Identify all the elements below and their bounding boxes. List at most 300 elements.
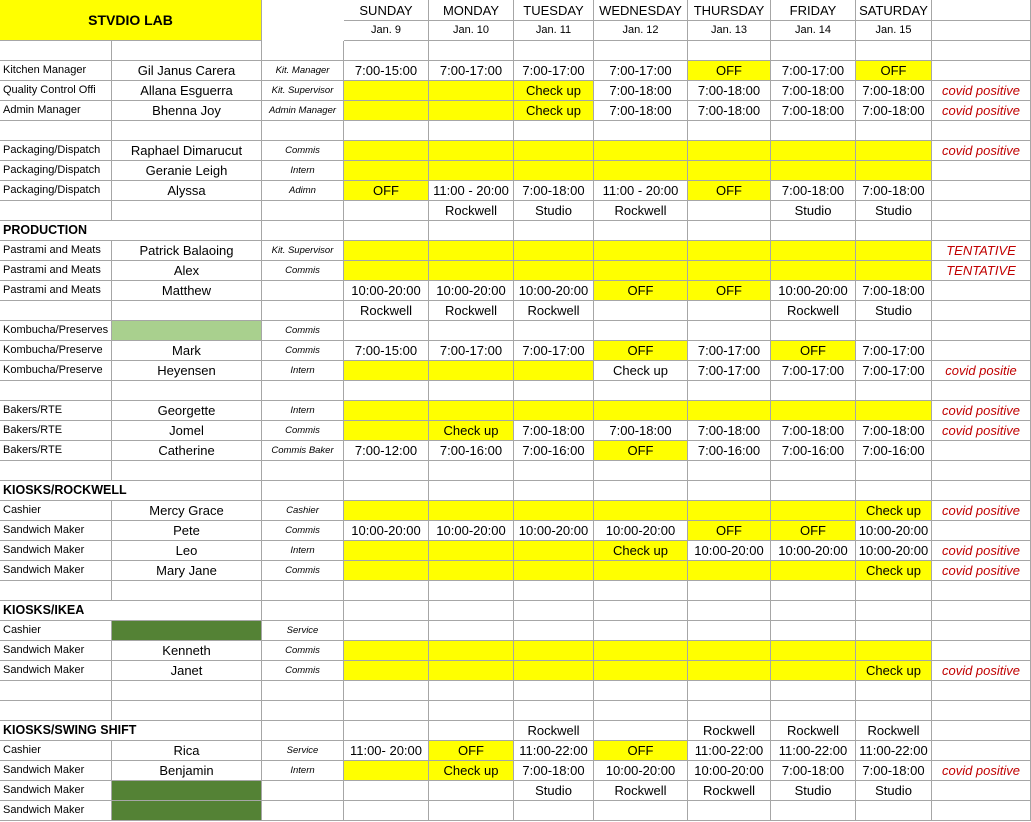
blank-cell[interactable] [112,381,262,401]
note-cell[interactable] [932,741,1031,761]
shift-cell-friday[interactable]: OFF [771,341,856,361]
date-header-6[interactable]: Jan. 15 [856,21,932,41]
shift-cell-saturday[interactable]: 7:00-17:00 [856,341,932,361]
note-cell[interactable] [932,621,1031,641]
blank-cell[interactable] [932,381,1031,401]
shift-cell-sunday[interactable] [344,761,429,781]
blank-cell[interactable] [514,41,594,61]
shift-cell-friday[interactable] [771,321,856,341]
blank-cell[interactable] [688,601,771,621]
blank-cell[interactable] [112,701,262,721]
blank-cell[interactable] [344,481,429,501]
name-cell[interactable]: Gil Janus Carera [112,61,262,81]
shift-cell-sunday[interactable]: 10:00-20:00 [344,281,429,301]
blank-cell[interactable] [771,681,856,701]
section-title[interactable]: PRODUCTION [0,221,262,241]
note-cell[interactable]: covid positive [932,421,1031,441]
role-cell[interactable]: Sandwich Maker [0,521,112,541]
section-title[interactable]: KIOSKS/ROCKWELL [0,481,262,501]
shift-cell-monday[interactable] [429,501,514,521]
note-cell[interactable]: covid positive [932,761,1031,781]
note-cell[interactable]: covid positive [932,101,1031,121]
blank-cell[interactable] [932,41,1031,61]
blank-cell[interactable] [112,301,262,321]
shift-cell-monday[interactable] [429,361,514,381]
shift-cell-friday[interactable]: 10:00-20:00 [771,281,856,301]
shift-cell-tuesday[interactable] [514,501,594,521]
name-cell[interactable]: Pete [112,521,262,541]
shift-cell-saturday[interactable]: 7:00-18:00 [856,421,932,441]
blank-cell[interactable] [688,701,771,721]
position-cell[interactable] [262,781,344,801]
blank-cell[interactable] [429,221,514,241]
name-cell[interactable]: Bhenna Joy [112,101,262,121]
blank-cell[interactable] [344,681,429,701]
blank-cell[interactable] [932,481,1031,501]
note-cell[interactable] [932,281,1031,301]
location-cell[interactable]: Studio [856,201,932,221]
blank-cell[interactable] [856,581,932,601]
shift-cell-tuesday[interactable]: Check up [514,101,594,121]
shift-cell-friday[interactable] [771,661,856,681]
shift-cell-tuesday[interactable] [514,161,594,181]
name-cell[interactable]: Matthew [112,281,262,301]
blank-cell[interactable] [112,461,262,481]
blank-cell[interactable] [0,681,112,701]
blank-cell[interactable] [932,301,1031,321]
name-cell[interactable] [112,621,262,641]
shift-cell-thursday[interactable] [688,501,771,521]
blank-cell[interactable] [429,601,514,621]
position-cell[interactable]: Service [262,741,344,761]
date-header-1[interactable]: Jan. 10 [429,21,514,41]
role-cell[interactable]: Packaging/Dispatch [0,181,112,201]
shift-cell-wednesday[interactable]: 7:00-18:00 [594,101,688,121]
shift-cell-monday[interactable]: 7:00-17:00 [429,341,514,361]
name-cell[interactable]: Leo [112,541,262,561]
blank-cell[interactable] [429,701,514,721]
shift-cell-sunday[interactable] [344,81,429,101]
blank-cell[interactable] [112,41,262,61]
shift-cell-saturday[interactable]: 7:00-18:00 [856,81,932,101]
shift-cell-monday[interactable]: Check up [429,421,514,441]
blank-cell[interactable] [0,701,112,721]
blank-cell[interactable] [262,121,344,141]
header-blank-cell[interactable] [932,21,1031,41]
blank-cell[interactable] [771,221,856,241]
blank-cell[interactable] [514,221,594,241]
day-header-1[interactable]: MONDAY [429,0,514,21]
shift-cell-monday[interactable]: OFF [429,741,514,761]
shift-cell-sunday[interactable]: 7:00-12:00 [344,441,429,461]
position-cell[interactable]: Commis [262,141,344,161]
shift-cell-thursday[interactable]: OFF [688,61,771,81]
name-cell[interactable]: Geranie Leigh [112,161,262,181]
shift-cell-tuesday[interactable] [514,241,594,261]
blank-cell[interactable] [932,601,1031,621]
blank-cell[interactable] [262,221,344,241]
position-cell[interactable]: Intern [262,401,344,421]
note-cell[interactable]: TENTATIVE [932,261,1031,281]
role-cell[interactable]: Bakers/RTE [0,421,112,441]
shift-cell-wednesday[interactable]: Check up [594,541,688,561]
blank-cell[interactable] [771,701,856,721]
shift-cell-friday[interactable]: 7:00-18:00 [771,761,856,781]
shift-cell-sunday[interactable] [344,421,429,441]
shift-cell-thursday[interactable]: Rockwell [688,781,771,801]
position-cell[interactable]: Cashier [262,501,344,521]
shift-cell-saturday[interactable]: Check up [856,501,932,521]
position-cell[interactable]: Kit. Supervisor [262,241,344,261]
blank-cell[interactable] [514,581,594,601]
position-cell[interactable]: Intern [262,361,344,381]
location-cell[interactable]: Studio [771,201,856,221]
shift-cell-tuesday[interactable]: 7:00-17:00 [514,61,594,81]
role-cell[interactable]: Sandwich Maker [0,801,112,821]
shift-cell-tuesday[interactable]: 7:00-18:00 [514,181,594,201]
blank-cell[interactable] [688,381,771,401]
blank-cell[interactable] [344,41,429,61]
shift-cell-thursday[interactable]: 7:00-17:00 [688,341,771,361]
blank-cell[interactable] [112,581,262,601]
shift-cell-tuesday[interactable] [514,541,594,561]
blank-cell[interactable] [429,41,514,61]
shift-cell-saturday[interactable]: Check up [856,561,932,581]
shift-cell-wednesday[interactable]: 7:00-18:00 [594,421,688,441]
date-header-3[interactable]: Jan. 12 [594,21,688,41]
role-cell[interactable]: Kombucha/Preserve [0,341,112,361]
shift-cell-sunday[interactable]: 7:00-15:00 [344,341,429,361]
location-cell[interactable]: Rockwell [856,721,932,741]
blank-cell[interactable] [771,121,856,141]
location-cell[interactable]: Rockwell [514,721,594,741]
shift-cell-thursday[interactable] [688,161,771,181]
shift-cell-friday[interactable]: 7:00-18:00 [771,421,856,441]
blank-cell[interactable] [594,221,688,241]
shift-cell-monday[interactable] [429,161,514,181]
role-cell[interactable]: Pastrami and Meats [0,241,112,261]
shift-cell-thursday[interactable]: OFF [688,281,771,301]
shift-cell-saturday[interactable]: 11:00-22:00 [856,741,932,761]
blank-cell[interactable] [0,581,112,601]
shift-cell-saturday[interactable] [856,321,932,341]
note-cell[interactable]: covid positive [932,561,1031,581]
blank-cell[interactable] [594,581,688,601]
blank-cell[interactable] [594,121,688,141]
shift-cell-tuesday[interactable] [514,661,594,681]
blank-cell[interactable] [429,461,514,481]
shift-cell-sunday[interactable] [344,621,429,641]
position-cell[interactable]: Commis Baker [262,441,344,461]
shift-cell-saturday[interactable] [856,161,932,181]
shift-cell-friday[interactable] [771,801,856,821]
position-cell[interactable] [262,281,344,301]
location-cell[interactable]: Rockwell [514,301,594,321]
shift-cell-thursday[interactable] [688,641,771,661]
shift-cell-tuesday[interactable] [514,401,594,421]
shift-cell-monday[interactable]: 11:00 - 20:00 [429,181,514,201]
name-cell[interactable]: Mark [112,341,262,361]
position-cell[interactable] [262,801,344,821]
shift-cell-monday[interactable] [429,101,514,121]
blank-cell[interactable] [262,301,344,321]
blank-cell[interactable] [429,381,514,401]
blank-cell[interactable] [514,481,594,501]
shift-cell-thursday[interactable] [688,261,771,281]
blank-cell[interactable] [594,461,688,481]
role-cell[interactable]: Sandwich Maker [0,561,112,581]
note-cell[interactable] [932,441,1031,461]
shift-cell-wednesday[interactable]: 7:00-17:00 [594,61,688,81]
blank-cell[interactable] [856,601,932,621]
blank-cell[interactable] [344,461,429,481]
position-cell[interactable]: Commis [262,561,344,581]
shift-cell-wednesday[interactable]: Check up [594,361,688,381]
blank-cell[interactable] [688,681,771,701]
shift-cell-saturday[interactable]: 7:00-18:00 [856,281,932,301]
shift-cell-saturday[interactable] [856,801,932,821]
role-cell[interactable]: Cashier [0,621,112,641]
shift-cell-monday[interactable] [429,321,514,341]
shift-cell-thursday[interactable] [688,401,771,421]
blank-cell[interactable] [688,461,771,481]
position-cell[interactable]: Commis [262,641,344,661]
shift-cell-monday[interactable]: 7:00-17:00 [429,61,514,81]
name-cell[interactable]: Heyensen [112,361,262,381]
position-cell[interactable]: Commis [262,261,344,281]
location-cell[interactable]: Rockwell [594,201,688,221]
blank-cell[interactable] [429,581,514,601]
location-cell[interactable]: Rockwell [771,721,856,741]
position-cell[interactable]: Commis [262,521,344,541]
shift-cell-monday[interactable]: 10:00-20:00 [429,281,514,301]
shift-cell-thursday[interactable] [688,661,771,681]
blank-cell[interactable] [932,681,1031,701]
blank-cell[interactable] [932,721,1031,741]
location-cell[interactable]: Studio [856,301,932,321]
shift-cell-thursday[interactable]: 10:00-20:00 [688,761,771,781]
shift-cell-monday[interactable] [429,401,514,421]
shift-cell-wednesday[interactable] [594,141,688,161]
blank-cell[interactable] [112,201,262,221]
blank-cell[interactable] [262,681,344,701]
shift-cell-friday[interactable]: OFF [771,521,856,541]
shift-cell-tuesday[interactable] [514,261,594,281]
note-cell[interactable] [932,781,1031,801]
name-cell[interactable] [112,781,262,801]
shift-cell-friday[interactable]: 11:00-22:00 [771,741,856,761]
blank-cell[interactable] [856,41,932,61]
location-cell[interactable]: Rockwell [771,301,856,321]
note-cell[interactable]: covid positive [932,501,1031,521]
shift-cell-saturday[interactable]: 7:00-18:00 [856,181,932,201]
shift-cell-sunday[interactable] [344,401,429,421]
shift-cell-wednesday[interactable]: OFF [594,341,688,361]
name-cell[interactable]: Catherine [112,441,262,461]
role-cell[interactable]: Packaging/Dispatch [0,161,112,181]
role-cell[interactable]: Cashier [0,501,112,521]
note-cell[interactable]: TENTATIVE [932,241,1031,261]
note-cell[interactable] [932,801,1031,821]
blank-cell[interactable] [688,481,771,501]
blank-cell[interactable] [0,301,112,321]
blank-cell[interactable] [0,41,112,61]
blank-cell[interactable] [594,41,688,61]
position-cell[interactable]: Service [262,621,344,641]
note-cell[interactable]: covid positive [932,141,1031,161]
name-cell[interactable]: Patrick Balaoing [112,241,262,261]
blank-cell[interactable] [856,221,932,241]
shift-cell-friday[interactable] [771,241,856,261]
blank-cell[interactable] [594,301,688,321]
shift-cell-thursday[interactable]: OFF [688,181,771,201]
shift-cell-saturday[interactable] [856,261,932,281]
position-cell[interactable]: Commis [262,321,344,341]
note-cell[interactable]: covid positie [932,361,1031,381]
location-cell[interactable]: Rockwell [429,301,514,321]
shift-cell-saturday[interactable] [856,641,932,661]
blank-cell[interactable] [688,41,771,61]
position-cell[interactable]: Intern [262,161,344,181]
shift-cell-thursday[interactable] [688,321,771,341]
blank-cell[interactable] [344,201,429,221]
shift-cell-tuesday[interactable] [514,801,594,821]
day-header-2[interactable]: TUESDAY [514,0,594,21]
shift-cell-sunday[interactable] [344,241,429,261]
shift-cell-thursday[interactable] [688,801,771,821]
name-cell[interactable]: Mary Jane [112,561,262,581]
blank-cell[interactable] [514,121,594,141]
name-cell[interactable]: Kenneth [112,641,262,661]
shift-cell-sunday[interactable]: 10:00-20:00 [344,521,429,541]
blank-cell[interactable] [856,381,932,401]
blank-cell[interactable] [688,301,771,321]
blank-cell[interactable] [344,381,429,401]
blank-cell[interactable] [344,701,429,721]
blank-cell[interactable] [262,721,344,741]
blank-cell[interactable] [344,721,429,741]
shift-cell-friday[interactable] [771,401,856,421]
blank-cell[interactable] [112,681,262,701]
shift-cell-thursday[interactable]: 10:00-20:00 [688,541,771,561]
shift-cell-friday[interactable] [771,621,856,641]
shift-cell-thursday[interactable]: 7:00-16:00 [688,441,771,461]
shift-cell-wednesday[interactable]: 11:00 - 20:00 [594,181,688,201]
role-cell[interactable]: Packaging/Dispatch [0,141,112,161]
section-title[interactable]: KIOSKS/IKEA [0,601,262,621]
role-cell[interactable]: Sandwich Maker [0,661,112,681]
location-cell[interactable]: Rockwell [688,721,771,741]
name-cell[interactable]: Georgette [112,401,262,421]
shift-cell-thursday[interactable] [688,621,771,641]
blank-cell[interactable] [932,201,1031,221]
shift-cell-saturday[interactable]: 7:00-17:00 [856,361,932,381]
name-cell[interactable]: Mercy Grace [112,501,262,521]
location-cell[interactable]: Rockwell [429,201,514,221]
shift-cell-sunday[interactable] [344,661,429,681]
shift-cell-thursday[interactable]: OFF [688,521,771,541]
shift-cell-friday[interactable] [771,141,856,161]
note-cell[interactable] [932,161,1031,181]
day-header-5[interactable]: FRIDAY [771,0,856,21]
shift-cell-monday[interactable] [429,661,514,681]
position-cell[interactable]: Admin Manager [262,101,344,121]
shift-cell-wednesday[interactable] [594,321,688,341]
blank-cell[interactable] [344,221,429,241]
shift-cell-wednesday[interactable] [594,261,688,281]
position-cell[interactable]: Adimn [262,181,344,201]
shift-cell-tuesday[interactable]: 7:00-17:00 [514,341,594,361]
shift-cell-monday[interactable] [429,261,514,281]
shift-cell-friday[interactable]: 7:00-18:00 [771,101,856,121]
blank-cell[interactable] [344,121,429,141]
shift-cell-saturday[interactable]: Studio [856,781,932,801]
note-cell[interactable] [932,641,1031,661]
shift-cell-wednesday[interactable]: OFF [594,281,688,301]
shift-cell-monday[interactable]: 10:00-20:00 [429,521,514,541]
blank-cell[interactable] [344,601,429,621]
shift-cell-wednesday[interactable] [594,801,688,821]
blank-cell[interactable] [262,581,344,601]
blank-cell[interactable] [932,701,1031,721]
shift-cell-sunday[interactable] [344,261,429,281]
role-cell[interactable]: Kitchen Manager [0,61,112,81]
role-cell[interactable]: Sandwich Maker [0,641,112,661]
blank-cell[interactable] [688,221,771,241]
day-header-4[interactable]: THURSDAY [688,0,771,21]
shift-cell-monday[interactable]: 7:00-16:00 [429,441,514,461]
blank-cell[interactable] [0,201,112,221]
shift-cell-tuesday[interactable] [514,561,594,581]
blank-cell[interactable] [262,381,344,401]
shift-cell-wednesday[interactable] [594,561,688,581]
shift-cell-monday[interactable] [429,801,514,821]
shift-cell-friday[interactable]: 7:00-18:00 [771,181,856,201]
note-cell[interactable]: covid positive [932,541,1031,561]
shift-cell-monday[interactable] [429,541,514,561]
shift-cell-sunday[interactable] [344,801,429,821]
blank-cell[interactable] [594,681,688,701]
note-cell[interactable]: covid positive [932,81,1031,101]
blank-cell[interactable] [932,461,1031,481]
shift-cell-thursday[interactable]: 7:00-17:00 [688,361,771,381]
shift-cell-sunday[interactable] [344,321,429,341]
blank-cell[interactable] [262,701,344,721]
blank-cell[interactable] [771,41,856,61]
shift-cell-tuesday[interactable] [514,361,594,381]
blank-cell[interactable] [771,601,856,621]
blank-cell[interactable] [514,701,594,721]
shift-cell-wednesday[interactable] [594,241,688,261]
day-header-6[interactable]: SATURDAY [856,0,932,21]
blank-cell[interactable] [514,601,594,621]
day-header-0[interactable]: SUNDAY [344,0,429,21]
blank-cell[interactable] [932,221,1031,241]
role-cell[interactable]: Kombucha/Preserves [0,321,112,341]
blank-cell[interactable] [344,581,429,601]
shift-cell-sunday[interactable] [344,781,429,801]
note-cell[interactable] [932,61,1031,81]
shift-cell-wednesday[interactable]: OFF [594,441,688,461]
shift-cell-wednesday[interactable]: 7:00-18:00 [594,81,688,101]
shift-cell-wednesday[interactable]: 10:00-20:00 [594,761,688,781]
shift-cell-monday[interactable] [429,141,514,161]
name-cell[interactable]: Alyssa [112,181,262,201]
shift-cell-thursday[interactable]: 7:00-18:00 [688,421,771,441]
date-header-5[interactable]: Jan. 14 [771,21,856,41]
shift-cell-friday[interactable]: 7:00-17:00 [771,361,856,381]
shift-cell-friday[interactable] [771,501,856,521]
